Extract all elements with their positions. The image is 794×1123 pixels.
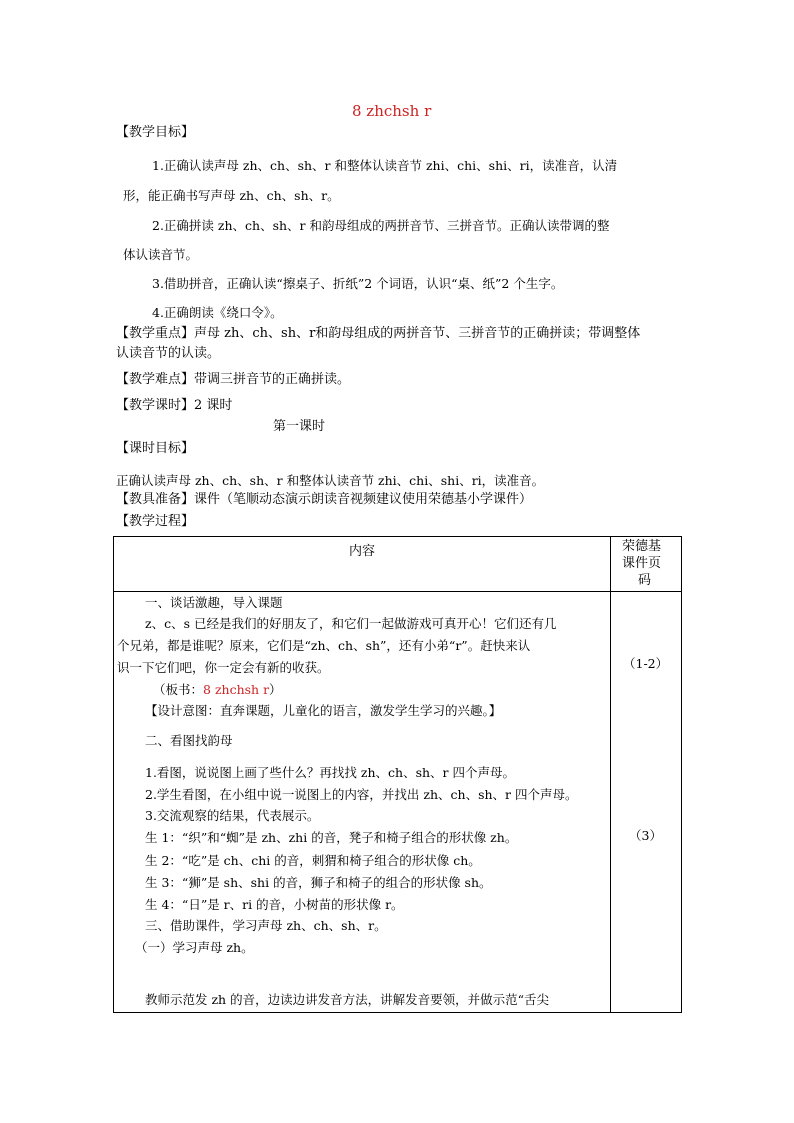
content-line: 生 1：“织”和“蜘”是 zh、zhi 的音，凳子和椅子组合的形状像 zh。 bbox=[145, 830, 518, 845]
header-page-line-1: 荣德基 bbox=[622, 539, 662, 554]
first-lesson-heading: 第一课时 bbox=[273, 419, 326, 434]
lesson-process-table bbox=[113, 536, 682, 1013]
key-points-text: 声母 zh、ch、sh、r和韵母组成的两拼音节、三拼音节的正确拼读；带调整体 bbox=[194, 326, 641, 341]
content-line: z、c、s 已经是我们的好朋友了，和它们一起做游戏可真开心！它们还有几 bbox=[145, 616, 557, 631]
page-title: 8 zhchsh r bbox=[352, 102, 432, 120]
lesson-goal-heading: 【课时目标】 bbox=[116, 441, 195, 456]
goal-1-line-1: 1.正确认读声母 zh、ch、sh、r 和整体认读音节 zhi、chi、shi、ri，读准音，认清 bbox=[152, 158, 618, 173]
key-points-line-2: 认读音节的认读。 bbox=[116, 346, 221, 361]
board-writing-title: 8 zhchsh r bbox=[203, 682, 270, 697]
process-heading: 【教学过程】 bbox=[116, 514, 195, 529]
content-line: 一、谈话激趣，导入课题 bbox=[145, 595, 283, 610]
prep-text: 课件（笔顺动态演示朗读音视频建议使用荣德基小学课件） bbox=[194, 492, 533, 507]
content-line: 2.学生看图，在小组中说一说图上的内容，并找出 zh、ch、sh、r 四个声母。 bbox=[145, 787, 578, 802]
content-line: 1.看图，说说图上画了些什么？再找找 zh、ch、sh、r 四个声母。 bbox=[145, 765, 516, 780]
goals-heading: 【教学目标】 bbox=[116, 125, 195, 140]
key-points-label: 【教学重点】 bbox=[116, 326, 195, 341]
content-line: 生 2：“吃”是 ch、chi 的音，刺猬和椅子组合的形状像 ch。 bbox=[145, 853, 481, 868]
difficulty bbox=[116, 372, 350, 388]
content-line: 三、借助课件，学习声母 zh、ch、sh、r。 bbox=[145, 918, 387, 933]
prep-label: 【教具准备】 bbox=[116, 492, 195, 507]
goal-4: 4.正确朗读《绕口令》。 bbox=[152, 305, 283, 320]
content-line: 3.交流观察的结果，代表展示。 bbox=[145, 808, 320, 823]
page-ref-2: （3） bbox=[629, 828, 662, 843]
header-page-line-2: 课件页 bbox=[622, 556, 662, 571]
content-line: 二、看图找韵母 bbox=[145, 733, 233, 748]
content-line: （一）学习声母 zh。 bbox=[135, 940, 254, 955]
page-ref-1: （1-2） bbox=[623, 656, 669, 671]
goal-2-line-2: 体认读音节。 bbox=[123, 247, 199, 262]
content-line: 个兄弟，都是谁呢？原来，它们是“zh、ch、sh”，还有小弟“r”。赶快来认 bbox=[117, 638, 531, 653]
hours-label: 【教学课时】 bbox=[116, 398, 195, 413]
header-page-line-3: 码 bbox=[638, 573, 652, 588]
board-writing-line bbox=[153, 682, 282, 698]
hours-text: 2 课时 bbox=[194, 398, 233, 413]
prep bbox=[116, 492, 532, 508]
difficulty-label: 【教学难点】 bbox=[116, 372, 195, 387]
content-cell bbox=[114, 592, 611, 1013]
difficulty-text: 带调三拼音节的正确拼读。 bbox=[194, 372, 351, 387]
page-ref-cell bbox=[611, 592, 682, 1013]
content-line: 识一下它们吧，你一定会有新的收获。 bbox=[117, 660, 330, 675]
design-intent: 【设计意图：直奔课题，儿童化的语言，激发学生学习的兴趣。】 bbox=[145, 703, 502, 718]
key-points bbox=[116, 326, 640, 342]
content-line: 生 3：“狮”是 sh、shi 的音，狮子和椅子的组合的形状像 sh。 bbox=[145, 875, 492, 890]
goal-2-line-1: 2.正确拼读 zh、ch、sh、r 和韵母组成的两拼音节、三拼音节。正确认读带调的整 bbox=[152, 218, 610, 233]
content-line: 教师示范发 zh 的音，边读边讲发音方法，讲解发音要领，并做示范“舌尖 bbox=[145, 992, 549, 1007]
board-writing-prefix: （板书： bbox=[153, 682, 204, 697]
header-content: 内容 bbox=[349, 544, 376, 559]
goal-3: 3.借助拼音，正确认读“擦桌子、折纸”2 个词语，认识“桌、纸”2 个生字。 bbox=[152, 276, 564, 291]
hours bbox=[116, 398, 232, 414]
goal-1-line-2: 形，能正确书写声母 zh、ch、sh、r。 bbox=[123, 188, 340, 203]
header-content-cell bbox=[114, 537, 611, 592]
lesson-goal-text: 正确认读声母 zh、ch、sh、r 和整体认读音节 zhi、chi、shi、ri，读准音。 bbox=[116, 473, 545, 488]
content-line: 生 4：“日”是 r、ri 的音，小树苗的形状像 r。 bbox=[145, 897, 404, 912]
header-page-cell bbox=[611, 537, 682, 592]
board-writing-suffix: ） bbox=[269, 682, 282, 697]
